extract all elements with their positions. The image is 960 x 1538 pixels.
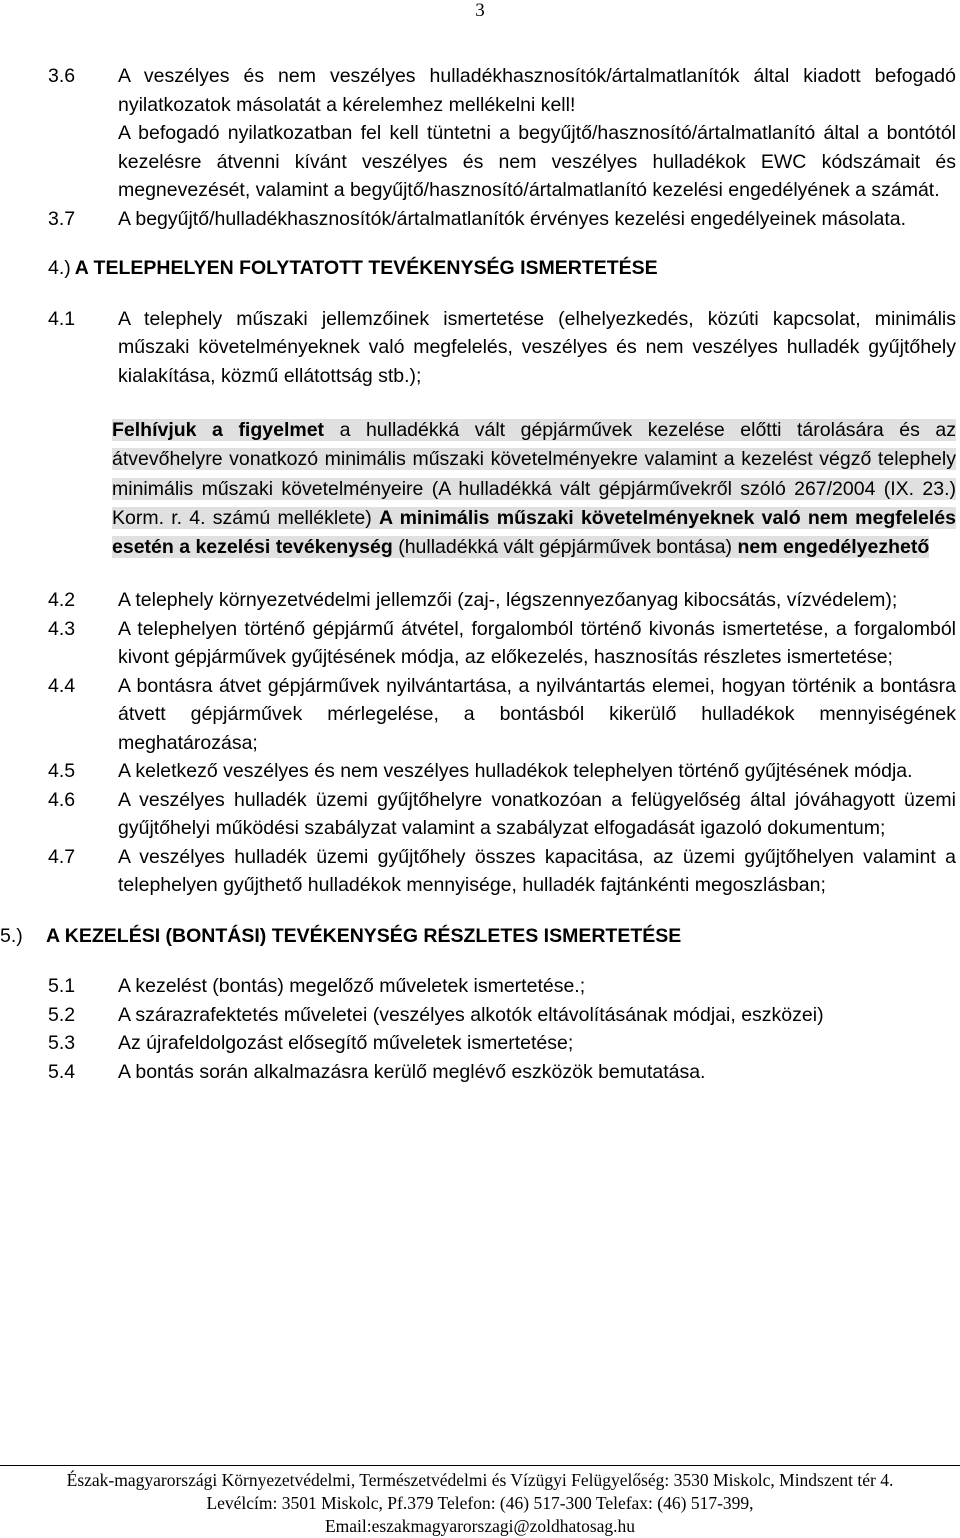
section-heading-4 xyxy=(0,254,960,283)
item-4-2 xyxy=(0,586,960,615)
item-text: A bontás során alkalmazásra kerülő meglévő eszközök bemutatása. xyxy=(118,1060,706,1083)
item-5-4 xyxy=(0,1058,960,1087)
item-text: A begyűjtő/hulladékhasznosítók/ártalmatlanítók érvényes kezelési engedélyeinek másolata. xyxy=(118,207,907,230)
page-footer xyxy=(0,1465,960,1538)
notice-bold: nem engedélyezhető xyxy=(737,536,930,559)
item-4-6 xyxy=(0,786,960,843)
item-text: A kezelést (bontás) megelőző műveletek ismertetése.; xyxy=(118,975,586,998)
item-5-1 xyxy=(0,972,960,1001)
item-5-3 xyxy=(0,1029,960,1058)
section-title: A TELEPHELYEN FOLYTATOTT TEVÉKENYSÉG ISMERTETÉSE xyxy=(74,257,658,279)
notice-text: (hulladékká vált gépjárművek bontása) xyxy=(392,536,738,559)
footer-email: Email:eszakmagyarorszagi@zoldhatosag.hu xyxy=(324,1516,636,1536)
item-text: A telephelyen történő gépjármű átvétel, forgalomból történő kivonás ismertetése, a forgalomból kivont gépjárművek gyűjtésének módja, az előkezelés, hasznosítás részletes ismertetése; xyxy=(118,617,956,669)
item-text: A veszélyes és nem veszélyes hulladékhasznosítók/ártalmatlanítók által kiadott befogadó nyilatkozatok másolatát a kérelemhez mellékelni kell! xyxy=(118,65,956,116)
item-4-7 xyxy=(0,843,960,900)
notice-bold: Felhívjuk a figyelmet xyxy=(112,419,325,441)
item-number: 4.3 xyxy=(48,617,76,640)
item-text: A szárazrafektetés műveletei (veszélyes alkotók eltávolításának módjai, eszközei) xyxy=(118,1003,824,1026)
item-text: A befogadó nyilatkozatban fel kell tüntetni a begyűjtő/hasznosító/ártalmatlanító által a bontótól kezelésre átvenni kívánt veszélyes és nem veszélyes hulladékok EWC kódszámait és megnevezését, valamint a begyűjtő/hasznosító/ártalmatlanító kezelési engedélyének a számát. xyxy=(118,122,956,201)
item-text: A telephely környezetvédelmi jellemzői (zaj-, légszennyezőanyag kibocsátás, vízvédelem); xyxy=(118,589,898,612)
item-text: Az újrafeldolgozást elősegítő műveletek ismertetése; xyxy=(118,1032,574,1055)
item-text: A bontásra átvet gépjárművek nyilvántartása, a nyilvántartás elemei, hogyan történik a bontásra átvett gépjárművek mérlegelése, a bontásból kikerülő hulladékok mennyiségének meghatározása; xyxy=(118,674,956,754)
footer-contact: Levélcím: 3501 Miskolc, Pf.379 Telefon: (46) 517-300 Telefax: (46) 517-399, xyxy=(206,1493,754,1513)
item-number: 4.7 xyxy=(48,845,76,868)
section-title: A KEZELÉSI (BONTÁSI) TEVÉKENYSÉG RÉSZLETES ISMERTETÉSE xyxy=(46,924,682,947)
item-number: 5.1 xyxy=(48,975,76,998)
item-3-7 xyxy=(0,205,960,234)
item-text: A veszélyes hulladék üzemi gyűjtőhely összes kapacitása, az üzemi gyűjtőhelyen valamint a telephelyen gyűjthető hulladékok mennyisége, hulladék fajtánkénti megoszlásban; xyxy=(118,845,956,897)
item-4-4 xyxy=(0,672,960,758)
item-number: 3.6 xyxy=(48,65,76,87)
item-number: 3.7 xyxy=(48,207,76,230)
page-number: 3 xyxy=(475,0,485,21)
item-number: 4.1 xyxy=(48,307,76,330)
item-4-1 xyxy=(0,305,960,391)
item-number: 5.2 xyxy=(48,1003,76,1026)
item-number: 5.3 xyxy=(48,1032,76,1055)
notice-bold: A minimális műszaki követelményeknek való nem megfelelés esetén a kezelési tevékenység xyxy=(112,506,956,559)
item-number: 4.5 xyxy=(48,760,76,783)
item-3-6 xyxy=(0,62,960,205)
notice-text: a hulladékká vált gépjárművek kezelése előtti tárolására és az átvevőhelyre vonatkozó minimális műszaki követelményekre valamint a kezelést végző telephely minimális műszaki követelményeire (A hulladékká vált gépjárművekről szóló 267/2004 (IX. 23.) Korm. r. 4. számú melléklete) xyxy=(112,419,956,529)
section-number: 5.) xyxy=(0,924,23,947)
item-number: 4.2 xyxy=(48,589,76,612)
section-number: 4.) xyxy=(48,257,71,279)
item-text: A keletkező veszélyes és nem veszélyes hulladékok telephelyen történő gyűjtésének módja. xyxy=(118,760,913,783)
footer-address: Észak-magyarországi Környezetvédelmi, Természetvédelmi és Vízügyi Felügyelőség: 3530 Miskolc, Mindszent tér 4. xyxy=(66,1470,894,1490)
item-number: 4.4 xyxy=(48,674,76,697)
item-number: 4.6 xyxy=(48,788,76,811)
notice-paragraph xyxy=(112,416,956,562)
item-5-2 xyxy=(0,1001,960,1030)
item-text: A telephely műszaki jellemzőinek ismertetése (elhelyezkedés, közúti kapcsolat, minimális műszaki követelményeknek való megfelelés, veszélyes és nem veszélyes hulladék gyűjtőhely kialakítása, közmű ellátottság stb.); xyxy=(118,307,956,387)
document-body xyxy=(0,62,960,1086)
item-4-3 xyxy=(0,615,960,672)
item-text: A veszélyes hulladék üzemi gyűjtőhelyre vonatkozóan a felügyelőség által jóváhagyott üzemi gyűjtőhelyi működési szabályzat valamint a szabályzat elfogadását igazoló dokumentum; xyxy=(118,788,956,840)
item-4-5 xyxy=(0,757,960,786)
item-number: 5.4 xyxy=(48,1060,76,1083)
section-heading-5 xyxy=(0,922,960,951)
